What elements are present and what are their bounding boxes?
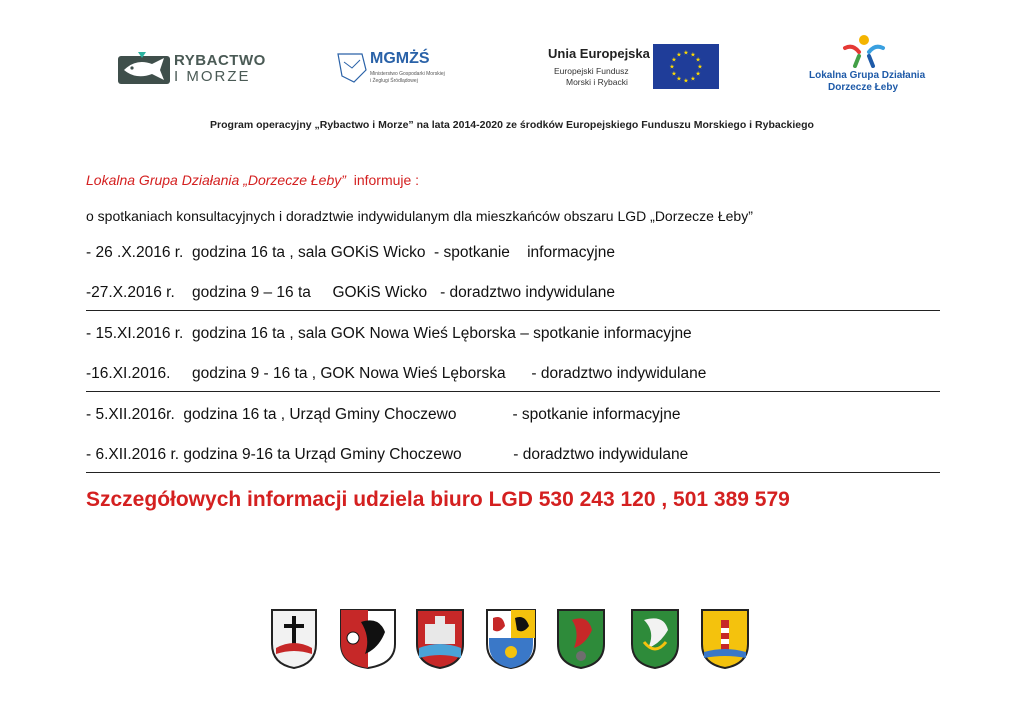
contact-line: Szczegółowych informacji udziela biuro LGD 530 243 120 , 501 389 579 bbox=[86, 488, 790, 511]
event-6: - 6.XII.2016 r. godzina 9-16 ta Urząd Gminy Choczewo - doradztwo indywidulane bbox=[86, 446, 689, 463]
crest-castle-icon bbox=[415, 608, 463, 670]
lgd-figure-icon bbox=[841, 34, 887, 68]
mgmzs-logo-sub2: i Żeglugi Śródlądowej bbox=[370, 78, 418, 84]
rybactwo-logo-line1: RYBACTWO bbox=[174, 52, 266, 69]
crest-cross-icon bbox=[270, 608, 318, 670]
eu-star-icon: ★ bbox=[690, 52, 696, 59]
eu-star-icon: ★ bbox=[671, 71, 677, 78]
ministry-emblem-icon bbox=[336, 50, 368, 84]
subtitle: o spotkaniach konsultacyjnych i doradztwie indywidulanym dla mieszkańców obszaru LGD „Dorzecze Łeby” bbox=[86, 208, 753, 224]
divider-1 bbox=[86, 310, 940, 311]
eu-star-icon: ★ bbox=[683, 50, 689, 57]
crest-white-griffin-icon bbox=[630, 608, 678, 670]
lgd-dorzecze-leby-logo bbox=[803, 34, 928, 94]
crest-green-griffin-icon bbox=[556, 608, 604, 670]
program-line: Program operacyjny „Rybactwo i Morze” na lata 2014-2020 ze środków Europejskiego Funduszu Morskiego i Rybackiego bbox=[210, 119, 814, 131]
eu-star-icon: ★ bbox=[676, 76, 682, 83]
event-2: -27.X.2016 r. godzina 9 – 16 ta GOKiS Wicko - doradztwo indywidulane bbox=[86, 284, 615, 301]
eu-logo-line2: Europejski Fundusz bbox=[554, 66, 629, 76]
crest-griffins-split-icon bbox=[485, 608, 533, 670]
eu-logo bbox=[548, 44, 723, 92]
event-4: -16.XI.2016. godzina 9 - 16 ta , GOK Nowa Wieś Lęborska - doradztwo indywidulane bbox=[86, 365, 707, 382]
divider-3 bbox=[86, 472, 940, 473]
eu-star-icon: ★ bbox=[669, 64, 675, 71]
intro-line bbox=[86, 172, 419, 188]
eu-star-icon: ★ bbox=[695, 57, 701, 64]
lgd-logo-line2: Dorzecze Łeby bbox=[828, 82, 899, 93]
eu-star-icon: ★ bbox=[683, 78, 689, 85]
rybactwo-logo-line2: I MORZE bbox=[174, 68, 251, 85]
eu-flag-icon bbox=[653, 44, 719, 89]
mgmzs-logo bbox=[336, 50, 466, 90]
event-3: - 15.XI.2016 r. godzina 16 ta , sala GOK Nowa Wieś Lęborska – spotkanie informacyjne bbox=[86, 325, 692, 342]
intro-verb: informuje : bbox=[353, 172, 420, 188]
eu-star-icon: ★ bbox=[676, 52, 682, 59]
crest-griffin-red-icon bbox=[339, 608, 387, 670]
intro-org: Lokalna Grupa Działania „Dorzecze Łeby” bbox=[86, 172, 346, 188]
fish-icon bbox=[118, 50, 170, 84]
crest-lighthouse-icon bbox=[700, 608, 748, 670]
eu-star-icon: ★ bbox=[671, 57, 677, 64]
event-5: - 5.XII.2016r. godzina 16 ta , Urząd Gminy Choczewo - spotkanie informacyjne bbox=[86, 406, 681, 423]
mgmzs-logo-title: MGMŻŚ bbox=[370, 50, 430, 67]
eu-star-icon: ★ bbox=[695, 71, 701, 78]
lgd-logo-line1: Lokalna Grupa Działania bbox=[809, 70, 926, 81]
eu-logo-line3: Morski i Rybacki bbox=[566, 77, 628, 87]
eu-logo-title: Unia Europejska bbox=[548, 46, 650, 61]
eu-star-icon: ★ bbox=[697, 64, 703, 71]
event-1: - 26 .X.2016 r. godzina 16 ta , sala GOKiS Wicko - spotkanie informacyjne bbox=[86, 244, 615, 261]
eu-star-icon: ★ bbox=[690, 76, 696, 83]
mgmzs-logo-sub1: Ministerstwo Gospodarki Morskiej bbox=[370, 71, 445, 77]
divider-2 bbox=[86, 391, 940, 392]
rybactwo-i-morze-logo bbox=[118, 48, 266, 88]
